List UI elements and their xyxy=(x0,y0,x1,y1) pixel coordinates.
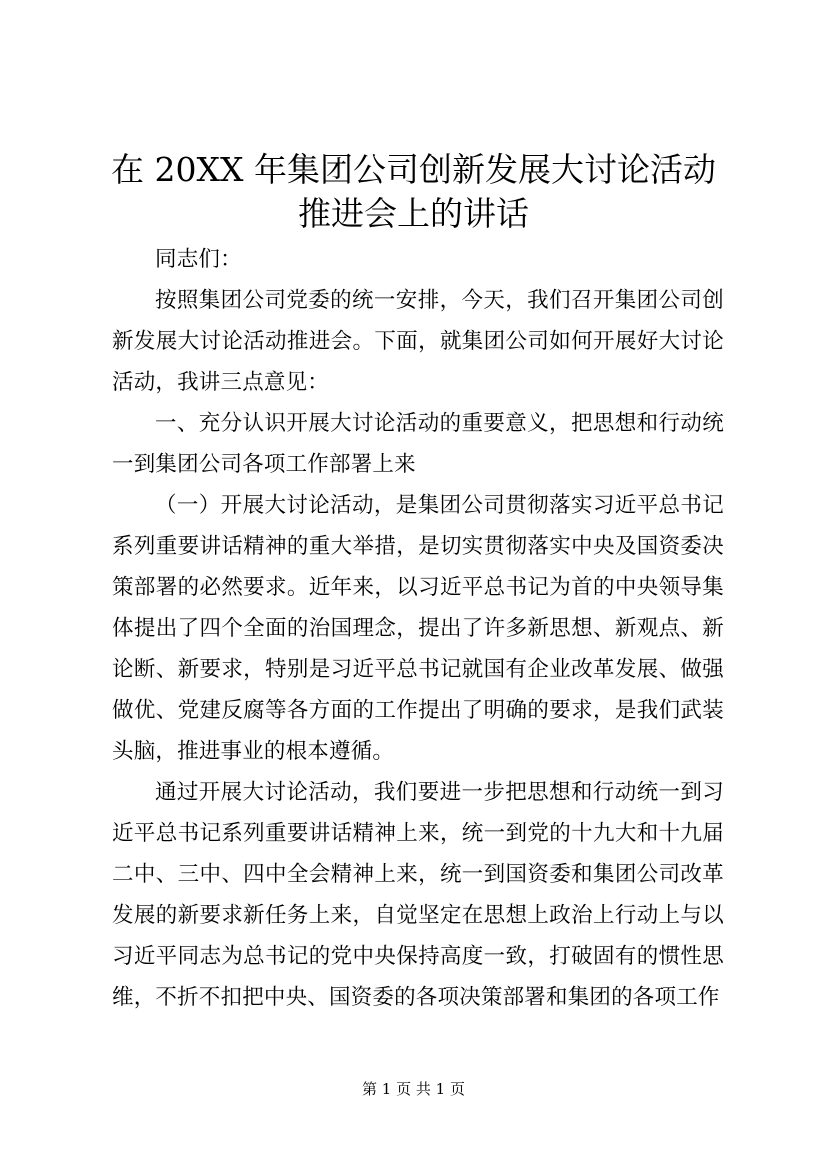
paragraph-intro: 按照集团公司党委的统一安排，今天，我们召开集团公司创新发展大讨论活动推进会。下面，就集团公司如何开展好大讨论活动，我讲三点意见： xyxy=(112,288,724,395)
page-footer: 第 1 页 共 1 页 xyxy=(362,1080,465,1098)
paragraph-body: 通过开展大讨论活动，我们要进一步把思想和行动统一到习近平总书记系列重要讲话精神上来，统一到党的十九大和十九届二中、三中、四中全会精神上来，统一到国资委和集团公司改革发展的新要求新任务上来，自觉坚定在思想上政治上行动上与以习近平同志为总书记的党中央保持高度一致，打破固有的惯性思维，不折不扣把中央、国资委的各项决策部署和集团的各项工作 xyxy=(112,780,724,1010)
paragraph-subsection-1: （一）开展大讨论活动，是集团公司贯彻落实习近平总书记系列重要讲话精神的重大举措，是切实贯彻落实中央及国资委决策部署的必然要求。近年来，以习近平总书记为首的中央领导集体提出了四个全面的治国理念，提出了许多新思想、新观点、新论断、新要求，特别是习近平总书记就国有企业改革发展、做强做优、党建反腐等各方面的工作提出了明确的要求，是我们武装头脑，推进事业的根本遵循。 xyxy=(112,493,724,764)
document-title: 在 20XX 年集团公司创新发展大讨论活动推进会上的讲话 xyxy=(111,150,716,233)
salutation: 同志们： xyxy=(155,247,242,272)
document-body xyxy=(112,239,724,1018)
section-heading-1: 一、充分认识开展大讨论活动的重要意义，把思想和行动统一到集团公司各项工作部署上来 xyxy=(112,411,724,477)
